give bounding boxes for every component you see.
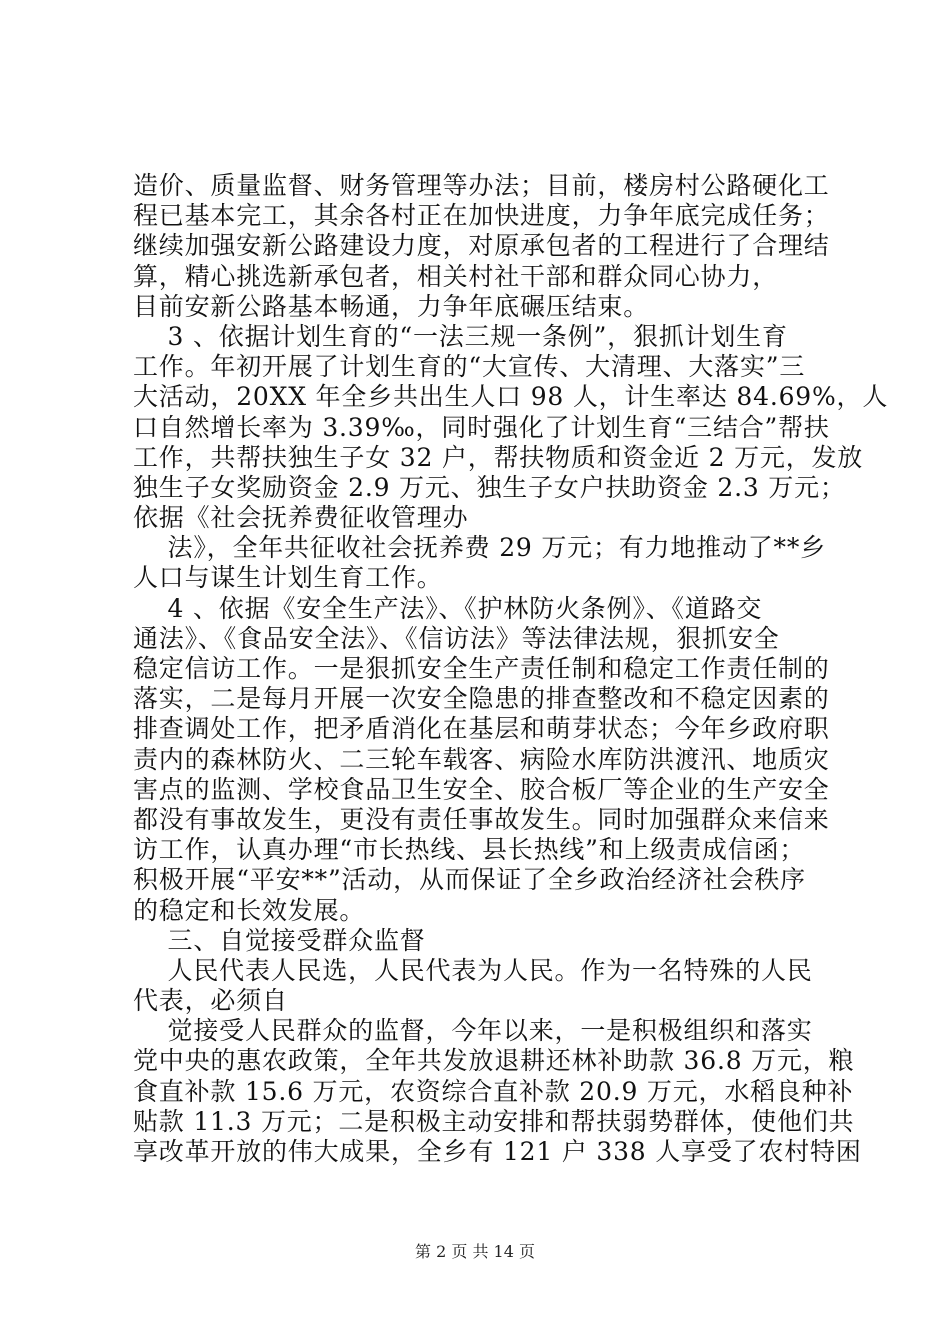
text-line: 独生子女奖励资金 2.9 万元、独生子女户扶助资金 2.3 万元；: [133, 472, 846, 502]
text-line: 都没有事故发生，更没有责任事故发生。同时加强群众来信来: [133, 804, 830, 834]
text-line: 通法》、《食品安全法》、《信访法》等法律法规，狠抓安全: [133, 623, 780, 653]
text-line: 的稳定和长效发展。: [133, 895, 366, 925]
text-line: 落实，二是每月开展一次安全隐患的排查整改和不稳定因素的: [133, 684, 830, 714]
text-line: 法》，全年共征收社会抚养费 29 万元；有力地推动了**乡: [133, 533, 826, 563]
text-line: 觉接受人民群众的监督，今年以来，一是积极组织和落实: [133, 1016, 813, 1046]
text-line: 算，精心挑选新承包者，相关村社干部和群众同心协力，: [133, 261, 779, 291]
text-line: 程已基本完工，其余各村正在加快进度，力争年底完成任务；: [133, 201, 830, 231]
document-body: [133, 171, 889, 1167]
text-line: 目前安新公路基本畅通，力争年底碾压结束。: [133, 291, 650, 321]
page-footer: 第 2 页 共 14 页: [415, 1242, 535, 1261]
text-line: 3 、依据计划生育的“一法三规一条例”，狠抓计划生育: [133, 321, 788, 351]
text-line: 工作，共帮扶独生子女 32 户，帮扶物质和资金近 2 万元，发放: [133, 442, 864, 472]
text-line: 人民代表人民选，人民代表为人民。作为一名特殊的人民: [133, 955, 813, 985]
text-line: 享改革开放的伟大成果，全乡有 121 户 338 人享受了农村特困: [133, 1137, 862, 1166]
text-line: 口自然增长率为 3.39‰，同时强化了计划生育“三结合”帮扶: [133, 412, 830, 442]
text-line: 排查调处工作，把矛盾消化在基层和萌芽状态；今年乡政府职: [133, 714, 830, 744]
text-line: 造价、质量监督、财务管理等办法；目前，楼房村公路硬化工: [133, 171, 830, 200]
text-line: 人口与谋生计划生育工作。: [133, 563, 443, 593]
text-line: 依据《社会抚养费征收管理办: [133, 503, 469, 533]
text-line: 食直补款 15.6 万元，农资综合直补款 20.9 万元，水稻良种补: [133, 1076, 854, 1106]
text-line: 党中央的惠农政策，全年共发放退耕还林补助款 36.8 万元，粮: [133, 1046, 855, 1076]
text-line: 害点的监测、学校食品卫生安全、胶合板厂等企业的生产安全: [133, 774, 830, 804]
text-line: 工作。年初开展了计划生育的“大宣传、大清理、大落实”三: [133, 352, 806, 382]
text-line: 大活动，20XX 年全乡共出生人口 98 人，计生率达 84.69%，人: [133, 382, 889, 412]
text-line: 积极开展“平安**”活动，从而保证了全乡政治经济社会秩序: [133, 865, 806, 895]
text-line: 继续加强安新公路建设力度，对原承包者的工程进行了合理结: [133, 231, 830, 261]
section-heading: 三、自觉接受群众监督: [133, 925, 426, 955]
text-line: 贴款 11.3 万元；二是积极主动安排和帮扶弱势群体，使他们共: [133, 1106, 855, 1136]
text-line: 稳定信访工作。一是狠抓安全生产责任制和稳定工作责任制的: [133, 654, 830, 683]
text-line: 责内的森林防火、二三轮车载客、病险水库防洪渡汛、地质灾: [133, 744, 830, 774]
text-line: 4 、依据《安全生产法》、《护林防火条例》、《道路交: [133, 593, 763, 623]
text-line: 访工作，认真办理“市长热线、县长热线”和上级责成信函；: [133, 835, 806, 865]
text-line: 代表，必须自: [133, 986, 288, 1016]
